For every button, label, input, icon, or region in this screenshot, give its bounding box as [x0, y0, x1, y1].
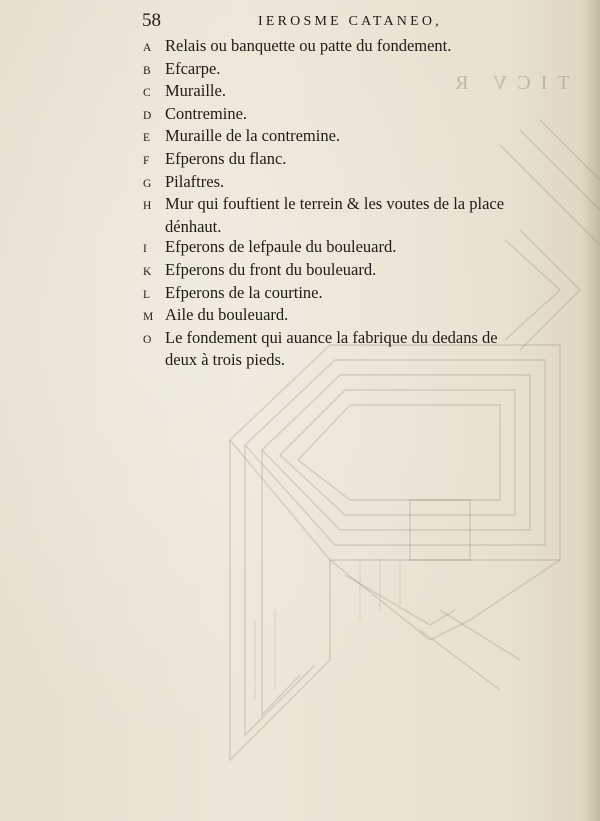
- legend-entry-o: [143, 328, 543, 351]
- legend-text: Efcarpe.: [165, 58, 221, 78]
- legend-text: Relais ou banquette ou patte du fondement.: [165, 36, 452, 55]
- legend-continuation: deux à trois pieds.: [165, 350, 286, 370]
- legend-entry-l: [143, 283, 543, 306]
- legend-letter: O: [143, 333, 152, 346]
- legend-letter: M: [143, 311, 154, 324]
- legend-text: Le fondement qui auance la fabrique du dedans de: [165, 327, 498, 347]
- legend-entry-a: [143, 36, 543, 59]
- legend-continuation: dénhaut.: [165, 216, 222, 236]
- legend-letter: B: [143, 64, 152, 77]
- legend-letter: A: [143, 42, 152, 54]
- legend-entry-g: [143, 172, 543, 195]
- legend-entry-k: [143, 260, 543, 283]
- legend-entry-c: [143, 81, 543, 104]
- legend-entry-h: [143, 194, 543, 217]
- legend-text: Efperons de la courtine.: [165, 282, 323, 302]
- legend-entry-b: [143, 59, 543, 82]
- legend-entry-d: [143, 104, 543, 127]
- legend-text: Efperons du flanc.: [165, 148, 287, 168]
- legend-letter: D: [143, 109, 152, 122]
- legend-text: Contremine.: [165, 103, 248, 123]
- legend-letter: F: [143, 154, 150, 167]
- page-number: 58: [142, 10, 161, 31]
- legend-entry-m: [143, 305, 543, 328]
- legend-text: Pilaftres.: [165, 171, 225, 191]
- legend-text: Efperons du front du bouleuard.: [165, 259, 377, 279]
- legend-letter: K: [143, 265, 152, 278]
- legend-letter: E: [143, 132, 151, 145]
- legend-letter: G: [143, 177, 152, 190]
- legend-text: Muraille.: [165, 81, 226, 101]
- legend-entry-f: [143, 149, 543, 172]
- legend-letter: I: [143, 243, 148, 256]
- legend-letter: C: [143, 87, 152, 100]
- legend-letter: L: [143, 288, 151, 301]
- legend-text: Mur qui fouftient le terrein & les voutes de la place: [165, 194, 505, 214]
- legend-text: Aile du bouleuard.: [165, 305, 289, 325]
- legend-text: Muraille de la contremine.: [165, 126, 341, 146]
- legend-entry-e: [143, 126, 543, 149]
- legend-entry-i: [143, 237, 543, 260]
- page-edge-shadow: [582, 0, 600, 821]
- legend-list: [143, 36, 543, 371]
- legend-text: Efperons de lefpaule du bouleuard.: [165, 237, 397, 257]
- running-head: IEROSME CATANEO,: [258, 14, 442, 29]
- legend-letter: H: [143, 200, 152, 213]
- bleed-through-text: TICV R: [445, 72, 570, 94]
